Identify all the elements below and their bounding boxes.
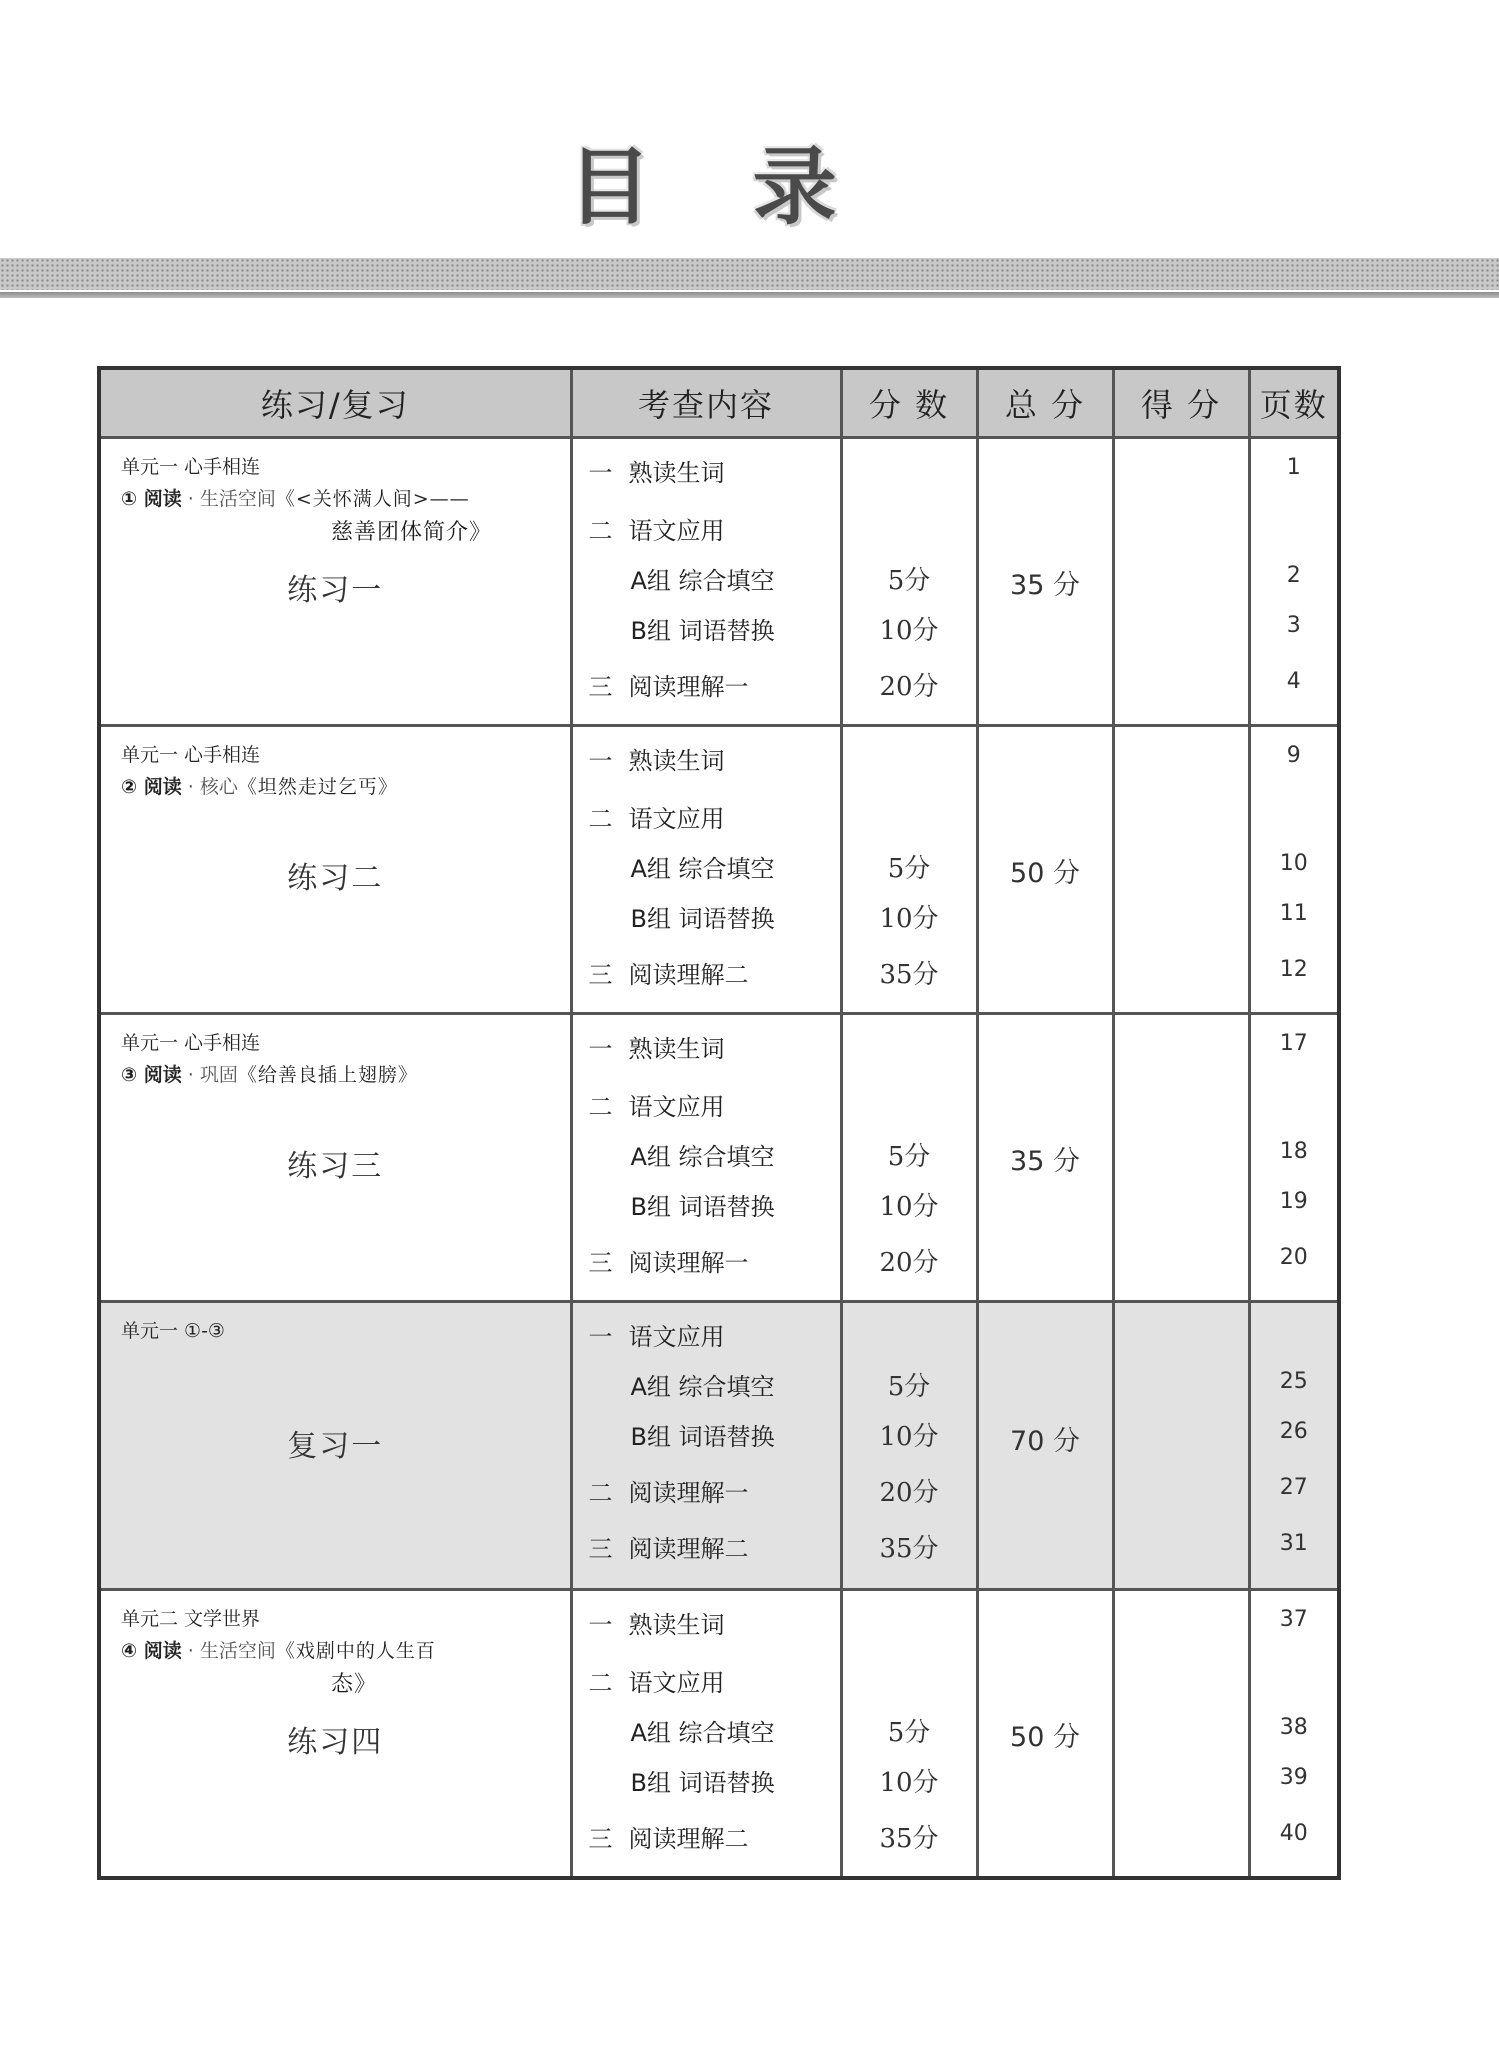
item-score: 5分 — [887, 1372, 931, 1402]
item-page: 27 — [1279, 1475, 1308, 1500]
total-score: 50 分 — [1010, 1722, 1080, 1753]
total-score: 50 分 — [1010, 858, 1080, 889]
page-cell — [1249, 1302, 1339, 1590]
item-number: 一 — [588, 1035, 613, 1063]
score-cell — [841, 726, 977, 1014]
earned-score-cell — [1113, 1302, 1249, 1590]
item-label: B组 词语替换 — [630, 617, 775, 645]
toc-table — [97, 366, 1341, 1880]
item-label: B组 词语替换 — [630, 1423, 775, 1451]
item-page: 18 — [1279, 1139, 1308, 1164]
exercise-name: 复习一 — [287, 1429, 384, 1464]
item-score: 10分 — [879, 616, 939, 646]
item-label: 语文应用 — [628, 1323, 725, 1351]
exercise-name: 练习四 — [287, 1725, 384, 1760]
header-content: 考查内容 — [571, 368, 841, 438]
item-label: A组 综合填空 — [630, 567, 775, 595]
content-item — [589, 453, 725, 488]
content-item — [631, 561, 775, 596]
item-page: 12 — [1279, 957, 1308, 982]
item-score: 10分 — [879, 904, 939, 934]
item-label: B组 词语替换 — [630, 1193, 775, 1221]
content-item — [631, 849, 775, 884]
item-label: A组 综合填空 — [630, 1373, 775, 1401]
header-page: 页数 — [1249, 368, 1339, 438]
exercise-cell — [99, 1590, 571, 1879]
item-label: 语文应用 — [628, 1669, 725, 1697]
content-item — [589, 511, 725, 546]
item-label: A组 综合填空 — [630, 1143, 775, 1171]
item-label: 阅读理解二 — [628, 1535, 749, 1563]
earned-score-cell — [1113, 1014, 1249, 1302]
item-number: 三 — [588, 1249, 613, 1277]
table-row — [99, 726, 1339, 1014]
item-page: 4 — [1286, 669, 1301, 694]
item-number: 一 — [588, 747, 613, 775]
total-score: 35 分 — [1010, 1146, 1080, 1177]
total-cell — [977, 1590, 1113, 1879]
table-row — [99, 1302, 1339, 1590]
content-item — [631, 1187, 775, 1222]
item-page: 2 — [1286, 563, 1301, 588]
reading-number: ① 阅读 — [121, 488, 182, 510]
reading-line — [121, 483, 470, 515]
score-cell — [841, 1590, 977, 1879]
reading-line — [121, 1635, 436, 1667]
content-item — [589, 1029, 725, 1064]
item-label: 语文应用 — [628, 517, 725, 545]
exercise-cell — [99, 438, 571, 726]
content-item — [631, 1417, 775, 1452]
reading-number: ④ 阅读 — [121, 1640, 182, 1662]
table-row — [99, 438, 1339, 726]
total-score: 35 分 — [1010, 570, 1080, 601]
item-page: 17 — [1279, 1031, 1308, 1056]
book-title-cont: 慈善团体简介》 — [331, 520, 493, 545]
reading-type: · 核心 — [187, 776, 238, 798]
page-cell — [1249, 1014, 1339, 1302]
exercise-cell — [99, 1302, 571, 1590]
header-divider — [0, 292, 1499, 298]
exercise-cell — [99, 726, 571, 1014]
total-cell — [977, 726, 1113, 1014]
reading-number: ② 阅读 — [121, 776, 182, 798]
content-item — [631, 611, 775, 646]
item-number: 三 — [588, 961, 613, 989]
item-label: 阅读理解二 — [628, 961, 749, 989]
item-page: 25 — [1279, 1369, 1308, 1394]
item-label: 阅读理解二 — [628, 1825, 749, 1853]
item-page: 37 — [1279, 1607, 1308, 1632]
table-header-row — [99, 368, 1339, 438]
header-dotted-band — [0, 258, 1499, 290]
book-title-cont: 态》 — [331, 1672, 378, 1697]
page-title: 目 录 — [567, 138, 873, 236]
exercise-name: 练习二 — [287, 861, 384, 896]
item-number: 三 — [588, 1825, 613, 1853]
header-exercise: 练习/复习 — [99, 368, 571, 438]
item-label: B组 词语替换 — [630, 1769, 775, 1797]
reading-line — [121, 771, 398, 803]
page-cell — [1249, 438, 1339, 726]
item-page: 9 — [1286, 743, 1301, 768]
item-number: 二 — [588, 517, 613, 545]
content-cell — [571, 1590, 841, 1879]
item-number: 三 — [588, 673, 613, 701]
item-page: 20 — [1279, 1245, 1308, 1270]
header-total: 总 分 — [977, 368, 1113, 438]
item-score: 35分 — [879, 1824, 939, 1854]
reading-type: · 生活空间 — [187, 1640, 276, 1662]
unit-label: 单元二 文学世界 — [121, 1608, 261, 1630]
item-page: 39 — [1279, 1765, 1308, 1790]
reading-type: · 巩固 — [187, 1064, 238, 1086]
reading-type: · 生活空间 — [187, 488, 276, 510]
item-label: 熟读生词 — [628, 1611, 725, 1639]
content-cell — [571, 438, 841, 726]
reading-line — [121, 1059, 418, 1091]
book-title: 《戏剧中的人生百 — [275, 1640, 436, 1662]
item-number: 二 — [588, 1669, 613, 1697]
total-score: 70 分 — [1010, 1426, 1080, 1457]
earned-score-cell — [1113, 726, 1249, 1014]
item-page: 3 — [1286, 613, 1301, 638]
content-cell — [571, 726, 841, 1014]
page-cell — [1249, 726, 1339, 1014]
item-label: 熟读生词 — [628, 747, 725, 775]
item-page: 31 — [1279, 1531, 1308, 1556]
item-label: 熟读生词 — [628, 1035, 725, 1063]
content-item — [589, 1819, 749, 1854]
unit-label: 单元一 心手相连 — [121, 1032, 261, 1054]
page-cell — [1249, 1590, 1339, 1879]
content-cell — [571, 1014, 841, 1302]
book-title: 《<关怀满人间>—— — [275, 488, 470, 510]
content-item — [589, 1663, 725, 1698]
score-cell — [841, 1302, 977, 1590]
earned-score-cell — [1113, 1590, 1249, 1879]
exercise-name: 练习一 — [287, 573, 384, 608]
item-score: 10分 — [879, 1768, 939, 1798]
item-number: 一 — [588, 1323, 613, 1351]
item-label: A组 综合填空 — [630, 855, 775, 883]
item-number: 二 — [588, 805, 613, 833]
item-label: B组 词语替换 — [630, 905, 775, 933]
item-page: 26 — [1279, 1419, 1308, 1444]
content-item — [589, 1317, 725, 1352]
table-row — [99, 1590, 1339, 1879]
table-row — [99, 1014, 1339, 1302]
item-page: 19 — [1279, 1189, 1308, 1214]
unit-label: 单元一 心手相连 — [121, 456, 261, 478]
item-number: 一 — [588, 1611, 613, 1639]
unit-label: 单元一 ①-③ — [121, 1320, 225, 1342]
item-label: 语文应用 — [628, 805, 725, 833]
item-label: 熟读生词 — [628, 459, 725, 487]
content-item — [631, 1137, 775, 1172]
item-score: 5分 — [887, 1142, 931, 1172]
content-item — [631, 1763, 775, 1798]
total-cell — [977, 438, 1113, 726]
item-score: 20分 — [879, 672, 939, 702]
item-score: 10分 — [879, 1192, 939, 1222]
score-cell — [841, 1014, 977, 1302]
item-score: 20分 — [879, 1478, 939, 1508]
exercise-cell — [99, 1014, 571, 1302]
item-page: 10 — [1279, 851, 1308, 876]
content-item — [589, 955, 749, 990]
content-item — [589, 1473, 749, 1508]
content-cell — [571, 1302, 841, 1590]
content-item — [589, 1605, 725, 1640]
item-label: 阅读理解一 — [628, 673, 749, 701]
content-item — [589, 741, 725, 776]
earned-score-cell — [1113, 438, 1249, 726]
header-earned: 得 分 — [1113, 368, 1249, 438]
book-title: 《坦然走过乞丐》 — [237, 776, 398, 798]
item-number: 二 — [588, 1479, 613, 1507]
content-item — [631, 899, 775, 934]
item-page: 11 — [1279, 901, 1308, 926]
item-score: 20分 — [879, 1248, 939, 1278]
content-item — [589, 667, 749, 702]
unit-label: 单元一 心手相连 — [121, 744, 261, 766]
header-score: 分 数 — [841, 368, 977, 438]
item-page: 38 — [1279, 1715, 1308, 1740]
item-score: 5分 — [887, 1718, 931, 1748]
total-cell — [977, 1302, 1113, 1590]
item-label: 阅读理解一 — [628, 1479, 749, 1507]
item-label: 阅读理解一 — [628, 1249, 749, 1277]
total-cell — [977, 1014, 1113, 1302]
item-score: 35分 — [879, 1534, 939, 1564]
content-item — [589, 1529, 749, 1564]
content-item — [589, 799, 725, 834]
item-label: 语文应用 — [628, 1093, 725, 1121]
score-cell — [841, 438, 977, 726]
item-score: 10分 — [879, 1422, 939, 1452]
content-item — [589, 1243, 749, 1278]
content-item — [589, 1087, 725, 1122]
item-score: 5分 — [887, 854, 931, 884]
content-item — [631, 1367, 775, 1402]
exercise-name: 练习三 — [287, 1149, 384, 1184]
item-page: 1 — [1286, 455, 1301, 480]
content-item — [631, 1713, 775, 1748]
item-label: A组 综合填空 — [630, 1719, 775, 1747]
item-number: 一 — [588, 459, 613, 487]
book-title: 《给善良插上翅膀》 — [237, 1064, 418, 1086]
item-number: 三 — [588, 1535, 613, 1563]
item-number: 二 — [588, 1093, 613, 1121]
item-score: 5分 — [887, 566, 931, 596]
item-score: 35分 — [879, 960, 939, 990]
item-page: 40 — [1279, 1821, 1308, 1846]
reading-number: ③ 阅读 — [121, 1064, 182, 1086]
